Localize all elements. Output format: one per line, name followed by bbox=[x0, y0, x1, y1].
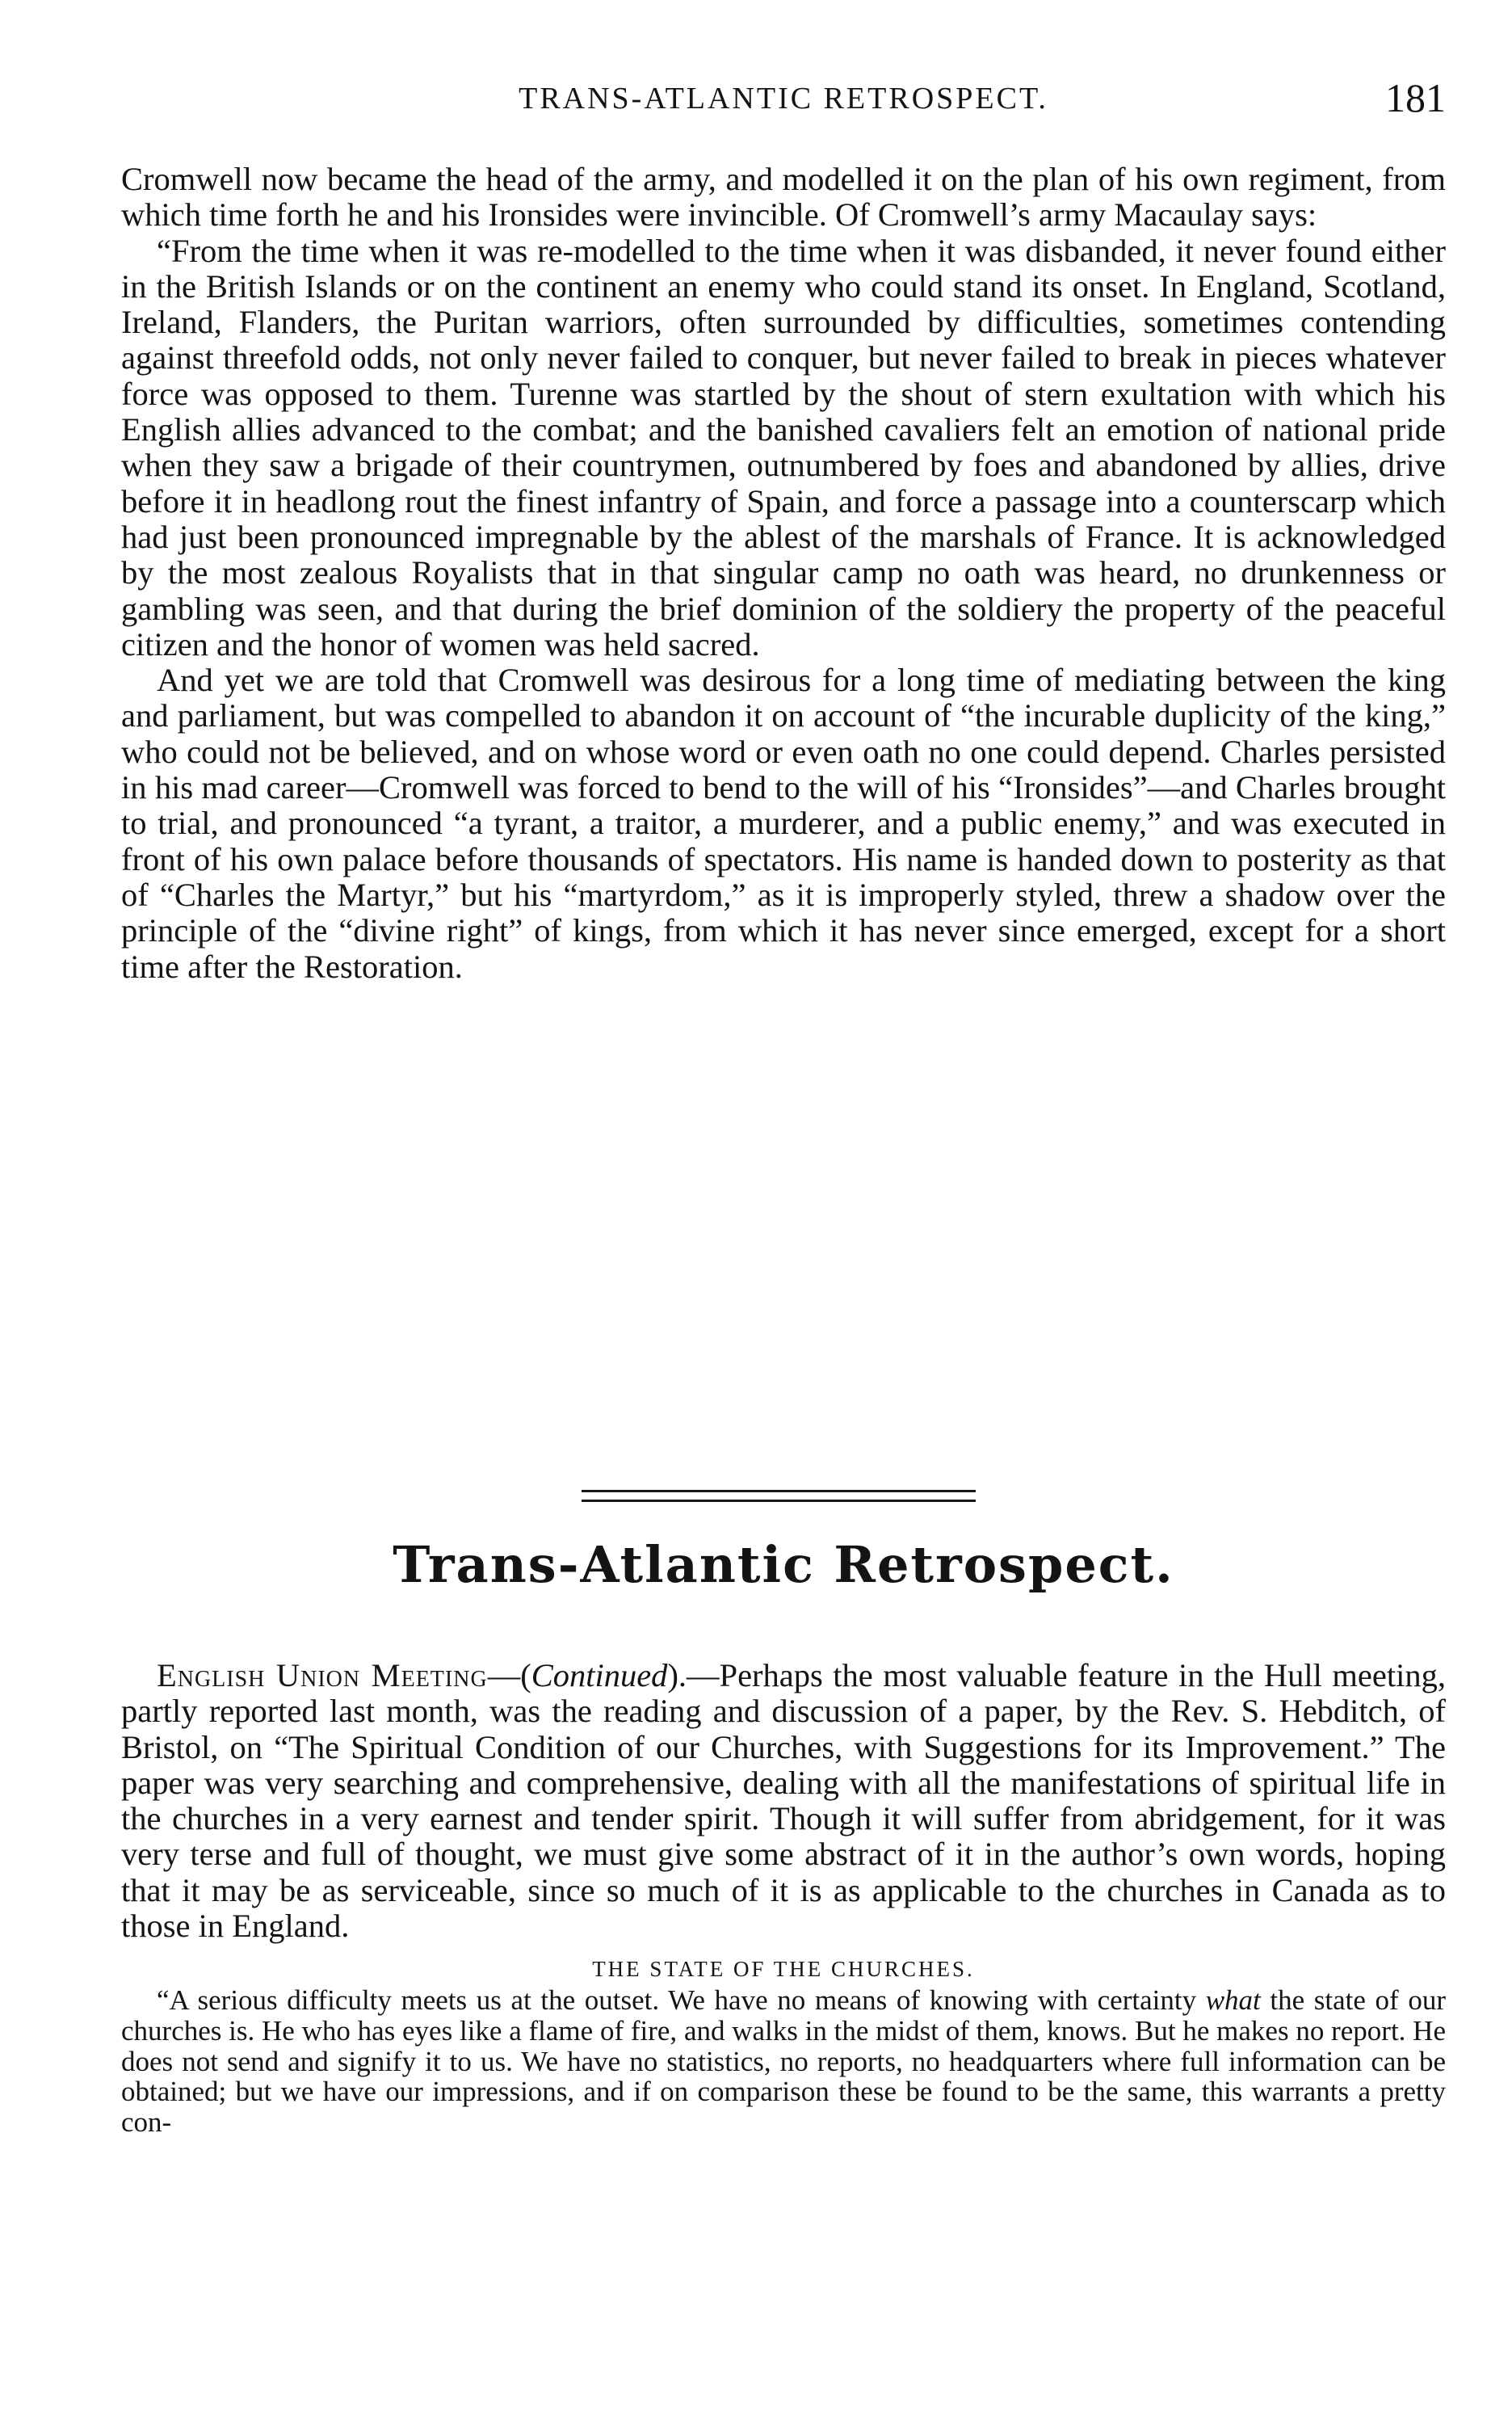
quoted-paper-paragraph bbox=[121, 1985, 1446, 2137]
continued-note: Continued bbox=[531, 1657, 668, 1693]
lead-text: ).—Perhaps the most valuable feature in the Hull meeting, partly reported last month, was the reading and discussion of a paper, by the Rev. S. Hebditch, of Bristol, on “The Spiritual Condition of our Churches, with Suggestions for its Improvement.” The paper was very searching and comprehensive, dealing with all the manifestations of spiritual life in the churches in a very earnest and tender spirit. Though it will suffer from abridgement, for it was very terse and full of thought, we must give some abstract of it in the author’s own words, hoping that it may be as serviceable, since so much of it is as applicable to the churches in Canada as to those in England. bbox=[121, 1657, 1446, 1945]
lead-paragraph bbox=[121, 1658, 1446, 1944]
lead-dash: —( bbox=[487, 1657, 531, 1693]
quote-emphasis: what bbox=[1205, 1984, 1261, 2017]
body-paragraph: And yet we are told that Cromwell was desirous for a long time of mediating between the king and parliament, but was compelled to abandon it on account of “the incurable duplicity of the king,” who could not be believed, and on whose word or even oath no one could depend. Charles persisted in his mad career—Cromwell was forced to bend to the will of his “Ironsides”—and Charles brought to trial, and pronounced “a tyrant, a traitor, a murderer, and a public enemy,” and was executed in front of his own palace before thousands of spectators. His name is handed down to posterity as that of “Charles the Martyr,” but his “martyrdom,” as it is improperly styled, threw a shadow over the principle of the “divine right” of kings, from which it has never since emerged, except for a short time after the Restoration. bbox=[121, 662, 1446, 985]
section-divider-rule bbox=[582, 1490, 976, 1492]
section-body bbox=[121, 1658, 1446, 2137]
quote-text-continued: the state of our churches is. He who has eyes like a flame of fire, and walks in the midst of them, knows. But he makes no report. He does not send and signify it to us. We have no statistics, no reports, no headquarters where full information can be obtained; but we have our impressions, and if on comparison these be found to be the same, this warrants a pretty con- bbox=[121, 1984, 1446, 2138]
running-title: TRANS-ATLANTIC RETROSPECT. bbox=[519, 82, 1048, 116]
running-head bbox=[121, 74, 1446, 131]
section-heading: Trans-Atlantic Retrospect. bbox=[393, 1535, 1174, 1594]
section-divider-rule bbox=[582, 1500, 976, 1502]
lead-smallcaps: English Union Meeting bbox=[157, 1657, 488, 1693]
quote-text: “A serious difficulty meets us at the outset. We have no means of knowing with certainty bbox=[157, 1984, 1206, 2017]
article-tail bbox=[121, 162, 1446, 985]
body-paragraph: Cromwell now became the head of the army, and modelled it on the plan of his own regiment, from which time forth he and his Ironsides were invincible. Of Cromwell’s army Macaulay says: bbox=[121, 161, 1446, 233]
sub-heading: THE STATE OF THE CHURCHES. bbox=[592, 1957, 975, 1982]
block-quotation: “From the time when it was re-modelled to the time when it was disbanded, it never found either in the British Islands or on the continent an enemy who could stand its onset. In England, Scotland, Ireland, Flanders, the Puritan warriors, often surrounded by difficulties, sometimes contending against threefold odds, not only never failed to conquer, but never failed to break in pieces whatever force was opposed to them. Turenne was startled by the shout of stern exultation with which his English allies advanced to the combat; and the banished cavaliers felt an emotion of national pride when they saw a brigade of their countrymen, outnumbered by foes and abandoned by allies, drive before it in headlong rout the finest infantry of Spain, and force a passage into a counterscarp which had just been pronounced impregnable by the ablest of the marshals of France. It is acknowledged by the most zealous Royalists that in that singular camp no oath was heard, no drunkenness or gambling was seen, and that during the brief dominion of the soldiery the property of the peaceful citizen and the honor of women was held sacred. bbox=[121, 232, 1446, 663]
page-number: 181 bbox=[1385, 75, 1446, 120]
